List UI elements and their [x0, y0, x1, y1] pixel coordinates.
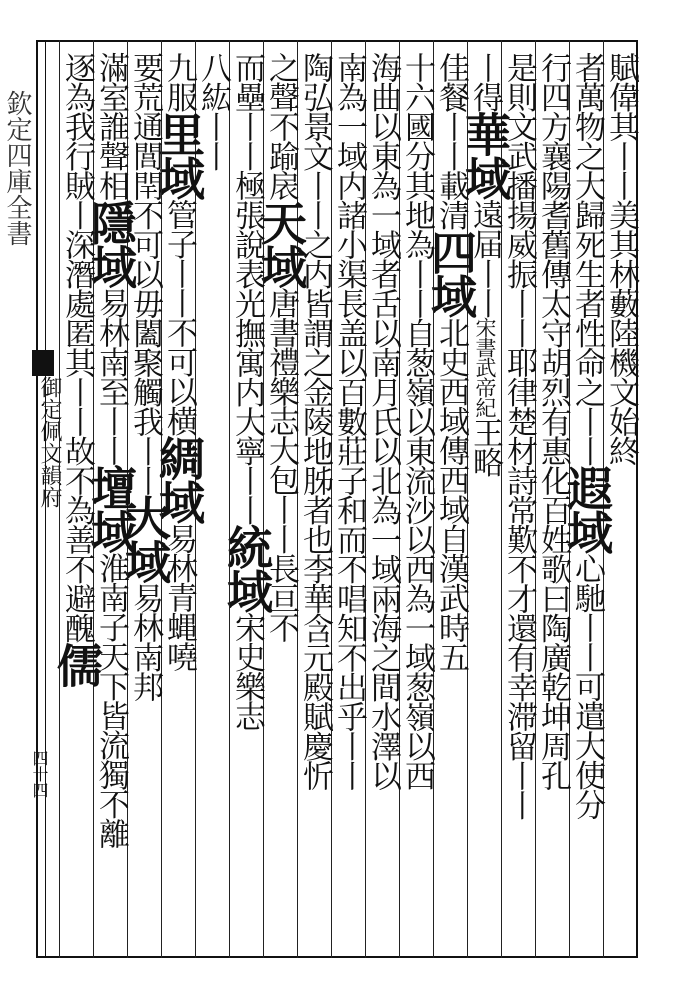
text-column: [332, 52, 366, 952]
text-segment: 聚觸我丨丨: [127, 347, 163, 495]
text-segment: 陶弘景文丨丨之内皆謂之金陵地胏者也李華含元殿賦慶忻: [297, 52, 333, 790]
text-segment: 是則文武播揚威振丨丨耶律楚材詩常歎不才還有幸滞留丨丨: [501, 52, 537, 819]
headword: 綢域: [152, 435, 206, 523]
column-rule: [59, 40, 60, 958]
text-segment: 宋書武帝紀: [473, 317, 497, 417]
text-column: [50, 52, 104, 952]
text-segment: 王略: [467, 417, 503, 476]
headword: 大域: [118, 494, 172, 583]
text-segment: 淮南子天下皆流獨不離: [93, 552, 129, 848]
headword: 儒: [50, 642, 104, 686]
text-segment: 心馳丨丨可遣大使分: [569, 553, 605, 819]
text-column: [254, 52, 308, 952]
text-segment: 十六國分其地為丨丨自葱嶺以東流沙以西為一域葱嶺以西: [399, 52, 435, 790]
text-segment: 海曲以東為一域者舌以南月氏以北為一域兩海之間水澤以: [365, 52, 401, 790]
text-column: [298, 52, 332, 952]
headword: 壇域: [84, 464, 138, 553]
headword: 華域: [458, 111, 512, 199]
headword: 四域: [424, 229, 478, 317]
text-segment: 南為一域内諸小渠長盖以百數莊子和而不唱知不出乎丨丨: [331, 52, 367, 790]
text-segment: 唐書禮樂志大包丨丨長亘不: [263, 287, 299, 642]
text-column: [366, 52, 400, 952]
margin-book-title: 御定佩文韻府: [37, 376, 62, 508]
headword: 遐域: [560, 465, 614, 553]
margin-top-text: 欽定四庫全書: [2, 90, 32, 246]
text-segment: 其丨丨故不為善不避醜: [59, 347, 95, 642]
text-segment: 之聲不踰扆: [263, 52, 299, 200]
text-segment: 宋史樂志: [229, 612, 265, 730]
text-segment: 九服: [161, 52, 197, 111]
text-segment: 北史西域傳西域自漢武時五: [433, 317, 469, 671]
page-number: 四十四: [30, 750, 49, 798]
text-segment: 而壘丨丨: [229, 52, 265, 170]
text-segment: 行四方襄陽耆舊傳太守胡烈有惠化百姓歌曰陶廣乾坤周孔: [535, 52, 571, 790]
text-segment: 丨丨載清: [433, 111, 469, 229]
text-segment: 者萬物之大歸死生者性命之丨丨: [569, 52, 605, 465]
text-segment: 佳餐: [433, 52, 469, 111]
text-segment: 丨得: [467, 52, 503, 111]
text-segment: 遠届丨丨: [467, 199, 503, 317]
text-segment: 滿室誰聲相: [93, 52, 129, 200]
text-segment: 管子丨丨不可以横: [161, 199, 197, 435]
text-segment: 賦偉其丨丨美其林藪陸機文始終: [603, 52, 639, 465]
text-segment: 極張說表光撫寓内大寧丨丨: [229, 170, 265, 524]
text-segment: 逐為我行賊: [59, 52, 95, 200]
text-segment: 八紘丨丨: [195, 52, 231, 170]
text-segment: 丨深潛處匿: [59, 199, 95, 347]
text-column: [400, 52, 434, 952]
text-column: [536, 52, 570, 952]
page-margin: [0, 40, 62, 940]
text-column: [424, 52, 478, 952]
headword: 天域: [254, 199, 308, 288]
text-column: [458, 52, 512, 952]
text-segment: 易林青蝿嘵: [161, 523, 197, 671]
headword: 統域: [220, 524, 274, 612]
text-column: [220, 52, 274, 952]
text-segment: 要荒: [127, 52, 163, 111]
headword: 隱域: [84, 199, 138, 288]
text-column: [560, 52, 614, 952]
text-column: [84, 52, 138, 952]
text-segment: 通閭閈不可以毋闔: [127, 111, 163, 347]
margin-fishtail-mark: [32, 350, 54, 376]
text-segment: 易林南邦: [127, 582, 163, 701]
headword: 里域: [152, 111, 206, 199]
text-segment: 易林南至丨丨: [93, 287, 129, 465]
